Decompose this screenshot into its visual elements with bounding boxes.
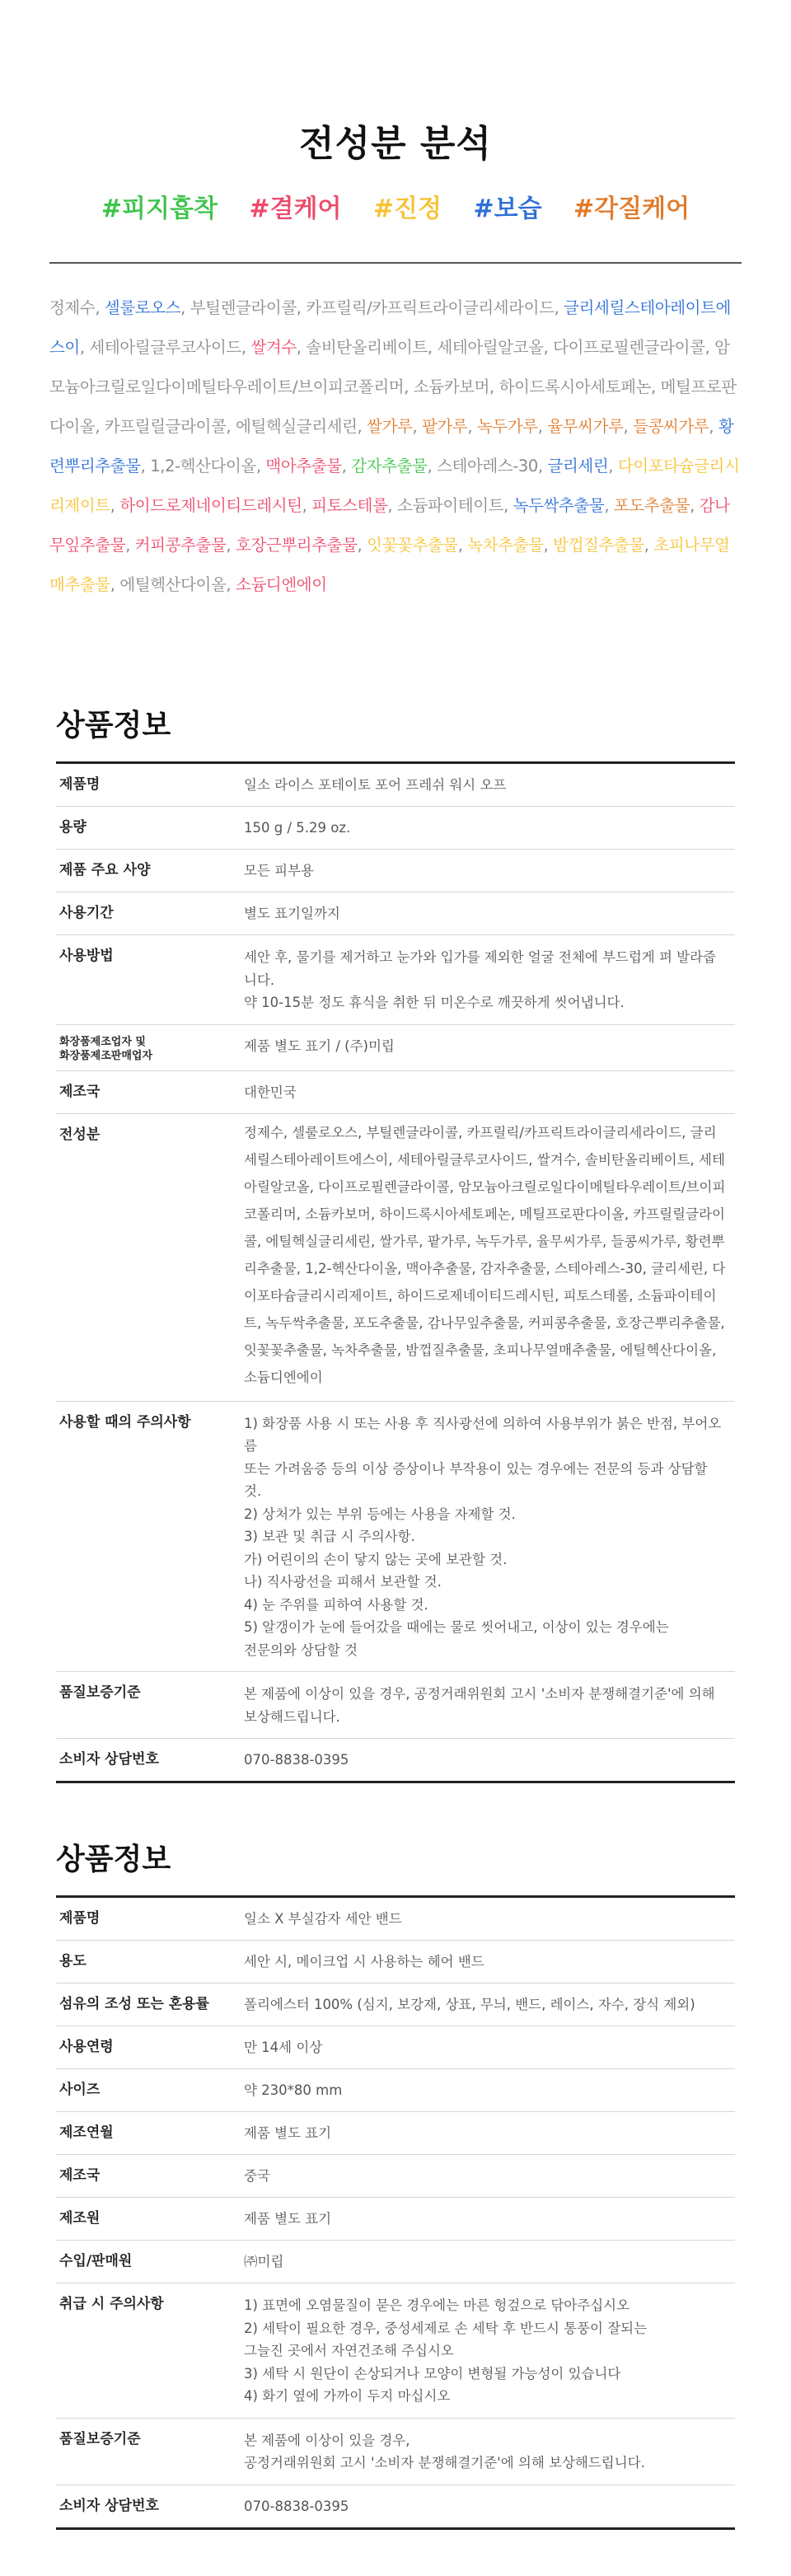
table-row: [56, 2155, 735, 2198]
ingredient-item: 소듐카보머: [413, 377, 490, 396]
divider: [49, 262, 742, 264]
row-label: 사용방법: [59, 948, 114, 964]
row-value: 대한민국: [244, 1084, 297, 1100]
tag-soothing: #진정: [372, 194, 442, 223]
table-row: [56, 935, 735, 1025]
ingredient-item: 호장근뿌리추출물: [236, 536, 358, 555]
table-row: [56, 807, 735, 850]
ingredient-item: 녹두싹추출물: [513, 496, 605, 515]
ingredient-item: 카프릴릴글라이콜: [104, 417, 227, 436]
row-label: 제품 주요 사양: [59, 862, 151, 878]
tag-moisture: #보습: [473, 194, 542, 223]
ingredient-item: 세테아릴글루코사이드: [89, 338, 241, 357]
table-row: [56, 1984, 735, 2026]
table-row: [56, 1114, 735, 1402]
ingredient-item: 황련뿌리추출물: [49, 417, 734, 475]
table-row: [56, 1941, 735, 1984]
product-info-section-1: [56, 705, 735, 1783]
ingredient-item: 초피나무열매추출물: [49, 536, 730, 594]
row-label: 섬유의 조성 또는 혼용률: [59, 1996, 209, 2012]
row-label: 제조연월: [59, 2124, 114, 2141]
section-title: 상품정보: [56, 1843, 171, 1876]
ingredient-item: 소듐디엔에이: [236, 575, 327, 594]
row-value: 일소 X 부실감자 세안 밴드: [244, 1911, 402, 1927]
table-row: [56, 2026, 735, 2069]
row-label: 품질보증기준: [59, 2430, 141, 2447]
table-row: [56, 1739, 735, 1781]
row-label: 제조국: [59, 2167, 101, 2184]
tag-exfoliation: #각질케어: [573, 194, 690, 223]
row-value: 070-8838-0395: [244, 1752, 349, 1768]
row-value: 제품 별도 표기: [244, 2125, 332, 2141]
ingredient-item: 셀룰로오스: [104, 298, 181, 317]
ingredient-item: 에틸헥산다이올: [119, 575, 227, 594]
row-label: 제품명: [59, 776, 101, 793]
ingredient-item: 커피콩추출물: [134, 536, 227, 555]
table-row: [56, 1672, 735, 1739]
ingredient-item: 솔비탄올리베이트: [306, 338, 428, 357]
ingredient-item: 부틸렌글라이콜: [190, 298, 297, 317]
ingredient-item: 감나무잎추출물: [49, 496, 730, 555]
table-row: [56, 2069, 735, 2112]
row-value: 중국: [244, 2168, 270, 2184]
ingredient-item: 카프릴릭/카프릭트라이글리세라이드: [306, 298, 555, 317]
row-value: 본 제품에 이상이 있을 경우, 공정거래위원회 고시 '소비자 분쟁해결기준'에 의해 보상해드립니다.: [244, 1686, 715, 1725]
table-row: [56, 2112, 735, 2155]
row-value: 별도 표기일까지: [244, 906, 340, 921]
ingredient-item: 밤껍질추출물: [553, 536, 644, 555]
table-row: [56, 2283, 735, 2419]
row-value: 약 230*80 mm: [244, 2082, 343, 2098]
ingredient-item: 녹두가루: [476, 417, 538, 436]
table-row: [56, 1402, 735, 1673]
ingredient-item: 하이드록시아세토페논: [498, 377, 652, 396]
row-label: 품질보증기준: [59, 1684, 141, 1701]
tag-sebum: #피지흡착: [101, 194, 218, 223]
ingredient-item: 암모늄아크릴로일다이메틸타우레이트/브이피코폴리머: [49, 338, 730, 396]
ingredient-item: 맥아추출물: [265, 457, 342, 475]
product-info-section-2: [56, 1839, 735, 2530]
ingredient-item: 1,2-헥산다이올: [150, 457, 256, 475]
ingredient-item: 글리세릴스테아레이트에스이: [49, 298, 731, 357]
row-label: 제품명: [59, 1910, 101, 1927]
row-value: 정제수, 셀룰로오스, 부틸렌글라이콜, 카프릴릭/카프릭트라이글리세라이드, 글리세릴스테아레이트에스이, 세테아릴글루코사이드, 쌀겨수, 솔비탄올리베이트, 세테아릴알코올, 다이프로필렌글라이콜, 암모늄아크릴로일다이메틸타우레이트/브이피코폴리머, 소듐카보머, 하이드록시아세토페논, 메틸프로판다이올, 카프릴릴글라이콜, 에틸헥실글리세린, 쌀가루, 팥가루, 녹두가루, 율무씨가루, 들콩씨가루, 황련뿌리추출물, 1,2-헥산다이올, 맥아추출물, 감자추출물, 스테아레스-30, 글리세린, 다이포타슘글리시리제이트, 하이드로제네이티드레시틴, 피토스테롤, 소듐파이테이트, 녹두싹추출물, 포도추출물, 감나무잎추출물, 커피콩추출물, 호장근뿌리추출물, 잇꽃꽃추출물, 녹차추출물, 밤껍질추출물, 초피나무열매추출물, 에틸헥산다이올, 소듐디엔에이: [244, 1124, 726, 1385]
ingredient-item: 피토스테롤: [311, 496, 388, 515]
ingredient-item: 하이드로제네이티드레시틴: [119, 496, 302, 515]
ingredient-item: 메틸프로판다이올: [49, 377, 737, 436]
row-value: 만 14세 이상: [244, 2040, 323, 2055]
ingredient-item: 다이포타슘글리시리제이트: [49, 457, 740, 515]
ingredient-item: 들콩씨가루: [633, 417, 709, 436]
ingredient-item: 소듐파이테이트: [397, 496, 504, 515]
section-title: 상품정보: [56, 709, 171, 742]
row-value: 세안 시, 메이크업 시 사용하는 헤어 밴드: [244, 1954, 484, 1969]
table-row: [56, 2241, 735, 2283]
table-row: [56, 850, 735, 892]
row-label: 사용연령: [59, 2039, 114, 2055]
row-label: 용도: [59, 1953, 87, 1969]
ingredient-item: 잇꽃꽃추출물: [367, 536, 458, 555]
ingredient-item: 에틸헥실글리세린: [236, 417, 358, 436]
table-row: [56, 2485, 735, 2527]
row-value: 제품 별도 표기: [244, 2211, 332, 2227]
row-value: 1) 화장품 사용 시 또는 사용 후 직사광선에 의하여 사용부위가 붉은 반점, 부어오름 또는 가려움증 등의 이상 증상이나 부작용이 있는 경우에는 전문의 등과 상담할 것. 2) 상처가 있는 부위 등에는 사용을 자제할 것. 3) 보관 및 취급 시 주의사항. 가) 어린이의 손이 닿지 않는 곳에 보관할 것. 나) 직사광선을 피해서 보관할 것. 4) 눈 주위를 피하여 사용할 것. 5) 알갱이가 눈에 들어갔을 때에는 물로 씻어내고, 이상이 있는 경우에는 전문의와 상담할 것: [244, 1415, 722, 1658]
ingredient-item: 다이프로필렌글라이콜: [553, 338, 705, 357]
table-row: [56, 2419, 735, 2485]
row-label: 제조국: [59, 1083, 101, 1100]
row-label: 사이즈: [59, 2082, 101, 2098]
ingredient-item: 율무씨가루: [547, 417, 624, 436]
ingredient-item: 글리세린: [547, 457, 609, 475]
ingredient-item: 세테아릴알코올: [437, 338, 544, 357]
analysis-title: 전성분 분석: [299, 123, 492, 165]
table-row: [56, 1071, 735, 1114]
tag-texture: #결케어: [249, 194, 342, 223]
row-label: 용량: [59, 819, 87, 836]
row-value: 150 g / 5.29 oz.: [244, 820, 351, 836]
row-label: 화장품제조업자 및 화장품제조판매업자: [59, 1035, 153, 1062]
table-row: [56, 1898, 735, 1941]
info-table: [56, 1895, 735, 2530]
row-value: 일소 라이스 포테이토 포어 프레쉬 워시 오프: [244, 777, 507, 793]
ingredient-item: 쌀겨수: [250, 338, 297, 357]
info-table: [56, 761, 735, 1783]
ingredient-item: 감자추출물: [351, 457, 428, 475]
ingredient-item: 팥가루: [422, 417, 468, 436]
row-value: 070-8838-0395: [244, 2498, 349, 2514]
row-value: 폴리에스터 100% (심지, 보강재, 상표, 무늬, 밴드, 레이스, 자수, 장식 제외): [244, 1997, 695, 2012]
benefit-tags: [0, 188, 791, 224]
row-value: 세안 후, 물기를 제거하고 눈가와 입가를 제외한 얼굴 전체에 부드럽게 펴 발라줍니다. 약 10-15분 정도 휴식을 취한 뒤 미온수로 깨끗하게 씻어냅니다.: [244, 949, 716, 1010]
row-value: 제품 별도 표기 / (주)미립: [244, 1037, 395, 1054]
table-row: [56, 1025, 735, 1071]
row-value: 1) 표면에 오염물질이 묻은 경우에는 마른 헝겊으로 닦아주십시오 2) 세탁이 필요한 경우, 중성세제로 손 세탁 후 반드시 통풍이 잘되는 그늘진 곳에서 자연건조해 주십시오 3) 세탁 시 원단이 손상되거나 모양이 변형될 가능성이 있습니다 4) 화기 옆에 가까이 두지 마십시오: [244, 2297, 648, 2404]
row-label: 수입/판매원: [59, 2253, 133, 2269]
ingredient-item: 녹차추출물: [467, 536, 544, 555]
row-label: 소비자 상담번호: [59, 2497, 159, 2514]
row-label: 취급 시 주의사항: [59, 2296, 164, 2312]
row-label: 사용기간: [59, 905, 114, 921]
row-label: 사용할 때의 주의사항: [59, 1413, 191, 1431]
ingredient-color-list: 정제수, 셀룰로오스, 부틸렌글라이콜, 카프릴릭/카프릭트라이글리세라이드, 글리세릴스테아레이트에스이, 세테아릴글루코사이드, 쌀겨수, 솔비탄올리베이트, 세테아릴알코올, 다이프로필렌글라이콜, 암모늄아크릴로일다이메틸타우레이트/브이피코폴리머, 소듐카보머, 하이드록시아세토페논, 메틸프로판다이올, 카프릴릴글라이콜, 에틸헥실글리세린, 쌀가루, 팥가루, 녹두가루, 율무씨가루, 들콩씨가루, 황련뿌리추출물, 1,2-헥산다이올, 맥아추출물, 감자추출물, 스테아레스-30, 글리세린, 다이포타슘글리시리제이트, 하이드로제네이티드레시틴, 피토스테롤, 소듐파이테이트, 녹두싹추출물, 포도추출물, 감나무잎추출물, 커피콩추출물, 호장근뿌리추출물, 잇꽃꽃추출물, 녹차추출물, 밤껍질추출물, 초피나무열매추출물, 에틸헥산다이올, 소듐디엔에이: [49, 298, 740, 594]
ingredient-item: 쌀가루: [367, 417, 413, 436]
row-value: 본 제품에 이상이 있을 경우, 공정거래위원회 고시 '소비자 분쟁해결기준'에 의해 보상해드립니다.: [244, 2432, 645, 2471]
ingredient-item: 포도추출물: [613, 496, 690, 515]
table-row: [56, 2198, 735, 2241]
ingredient-item: 정제수: [49, 298, 96, 317]
row-value: ㈜미립: [244, 2254, 284, 2269]
table-row: [56, 764, 735, 807]
ingredient-item: 스테아레스-30: [437, 457, 538, 475]
row-label: 전성분: [59, 1126, 101, 1143]
row-label: 제조원: [59, 2210, 101, 2227]
row-label: 소비자 상담번호: [59, 1751, 159, 1768]
table-row: [56, 892, 735, 935]
row-value: 모든 피부용: [244, 863, 314, 878]
